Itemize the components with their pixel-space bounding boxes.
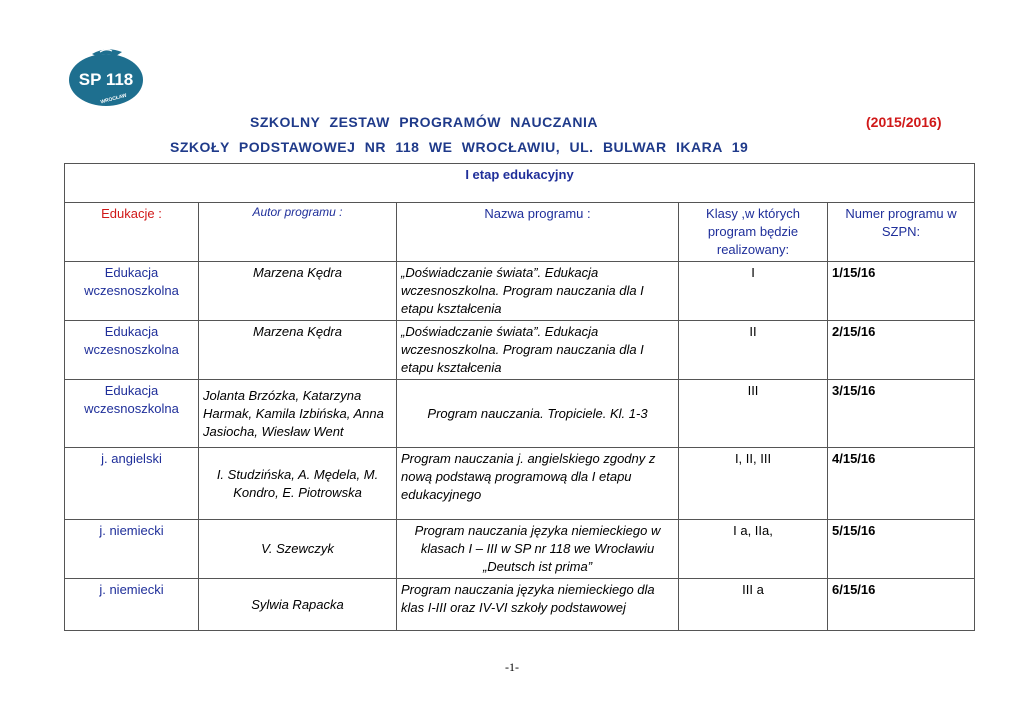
table-row — [65, 448, 975, 520]
col-header-klasy: Klasy ,w których program będzie realizowany: — [679, 203, 828, 262]
stage-title: I etap edukacyjny — [65, 164, 975, 203]
numer-cell: 4/15/16 — [828, 448, 975, 520]
klasy-cell: III — [679, 380, 828, 448]
klasy-cell: I — [679, 262, 828, 321]
edukacja-cell: j. niemiecki — [65, 579, 199, 631]
nazwa-cell: „Doświadczanie świata”. Edukacja wczesnoszkolna. Program nauczania dla I etapu kształcenia — [397, 262, 679, 321]
autor-cell: Sylwia Rapacka — [199, 579, 397, 631]
numer-cell: 2/15/16 — [828, 321, 975, 380]
edukacja-cell: j. angielski — [65, 448, 199, 520]
nazwa-cell: Program nauczania języka niemieckiego w klasach I – III w SP nr 118 we Wrocławiu „Deutsch ist prima” — [397, 520, 679, 579]
autor-cell: Marzena Kędra — [199, 321, 397, 380]
klasy-cell: III a — [679, 579, 828, 631]
programs-table — [64, 163, 975, 631]
school-logo — [66, 46, 146, 108]
numer-cell: 3/15/16 — [828, 380, 975, 448]
autor-cell: Marzena Kędra — [199, 262, 397, 321]
table-row — [65, 321, 975, 380]
logo-subtext: WROCŁAW — [99, 92, 128, 106]
col-header-nazwa: Nazwa programu : — [397, 203, 679, 262]
autor-cell: I. Studzińska, A. Mędela, M. Kondro, E. Piotrowska — [199, 448, 397, 520]
page-number: -1- — [505, 660, 519, 674]
edukacja-cell: Edukacja wczesnoszkolna — [65, 321, 199, 380]
klasy-cell: II — [679, 321, 828, 380]
autor-cell: V. Szewczyk — [199, 520, 397, 579]
klasy-cell: I, II, III — [679, 448, 828, 520]
klasy-cell: I a, IIa, — [679, 520, 828, 579]
school-year: (2015/2016) — [866, 114, 942, 130]
table-row — [65, 262, 975, 321]
nazwa-cell: Program nauczania j. angielskiego zgodny z nową podstawą programową dla I etapu edukacyjnego — [397, 448, 679, 520]
table-row — [65, 380, 975, 448]
nazwa-cell: Program nauczania. Tropiciele. Kl. 1-3 — [397, 380, 679, 448]
stage-row — [65, 164, 975, 203]
col-header-numer: Numer programu w SZPN: — [828, 203, 975, 262]
col-header-edukacje: Edukacje : — [65, 203, 199, 262]
numer-cell: 1/15/16 — [828, 262, 975, 321]
edukacja-cell: Edukacja wczesnoszkolna — [65, 380, 199, 448]
nazwa-cell: Program nauczania języka niemieckiego dla klas I-III oraz IV-VI szkoły podstawowej — [397, 579, 679, 631]
autor-cell: Jolanta Brzózka, Katarzyna Harmak, Kamila Izbińska, Anna Jasiocha, Wiesław Went — [199, 380, 397, 448]
col-header-autor: Autor programu : — [199, 203, 397, 262]
table-row — [65, 579, 975, 631]
header-title-1: SZKOLNY ZESTAW PROGRAMÓW NAUCZANIA — [250, 114, 599, 130]
header-row — [65, 203, 975, 262]
edukacja-cell: Edukacja wczesnoszkolna — [65, 262, 199, 321]
header-title-2: SZKOŁY PODSTAWOWEJ NR 118 WE WROCŁAWIU, UL. BULWAR IKARA 19 — [170, 139, 749, 155]
numer-cell: 6/15/16 — [828, 579, 975, 631]
table-row — [65, 520, 975, 579]
nazwa-cell: „Doświadczanie świata”. Edukacja wczesnoszkolna. Program nauczania dla I etapu kształcenia — [397, 321, 679, 380]
edukacja-cell: j. niemiecki — [65, 520, 199, 579]
numer-cell: 5/15/16 — [828, 520, 975, 579]
logo-text: SP 118 — [78, 70, 134, 89]
